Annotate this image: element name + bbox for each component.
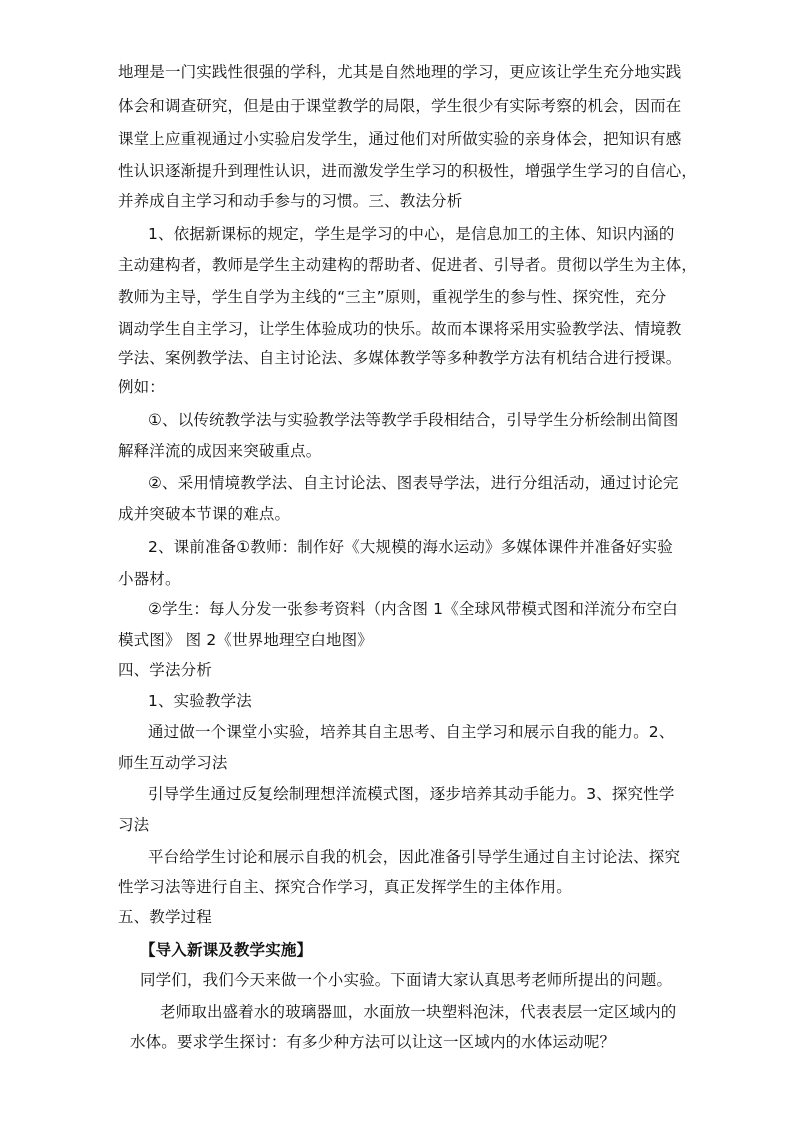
paragraph-line: 调动学生自主学习，让学生体验成功的快乐。故而本课将采用实验教学法、情境教 [118,320,682,338]
paragraph-line: ②学生：每人分发一张参考资料（内含图 1《全球风带模式图和洋流分布空白 [148,600,678,618]
paragraph-line: 平台给学生讨论和展示自我的机会，因此准备引导学生通过自主讨论法、探究 [148,848,681,866]
paragraph-line: 1、实验教学法 [148,692,252,710]
paragraph-line: 性学习法等进行自主、探究合作学习，真正发挥学生的主体作用。 [118,878,572,896]
paragraph-line: 教师为主导，学生自学为主线的“三主”原则，重视学生的参与性、探究性，充分 [118,288,667,306]
subsection-heading: 【导入新课及教学实施】 [140,941,313,959]
paragraph-line: 模式图》 图 2《世界地理空白地图》 [118,631,373,649]
paragraph-line: 性认识逐渐提升到理性认识，进而激发学生学习的积极性，增强学生学习的自信心， [118,162,698,180]
paragraph-line: 主动建构者，教师是学生主动建构的帮助者、促进者、引导者。贯彻以学生为主体， [118,256,698,274]
paragraph-line: 并养成自主学习和动手参与的习惯。三、教法分析 [118,192,463,210]
paragraph-line: 成并突破本节课的难点。 [118,505,291,523]
paragraph-line: 同学们，我们今天来做一个小实验。下面请大家认真思考老师所提出的问题。 [140,971,673,989]
paragraph-line: 水体。要求学生探讨：有多少种方法可以让这一区域内的水体运动呢？ [130,1033,616,1051]
paragraph-line: 体会和调查研究，但是由于课堂教学的局限，学生很少有实际考察的机会，因而在 [118,97,682,115]
paragraph-line: 学法、案例教学法、自主讨论法、多媒体教学等多种教学方法有机结合进行授课。 [118,349,682,367]
paragraph-line: 1、依据新课标的规定，学生是学习的中心，是信息加工的主体、知识内涵的 [148,225,675,243]
paragraph-line: 师生互动学习法 [118,754,228,772]
paragraph-line: 解释洋流的成因来突破重点。 [118,442,322,460]
paragraph-line: 地理是一门实践性很强的学科，尤其是自然地理的学习，更应该让学生充分地实践 [118,63,682,81]
paragraph-line: ①、以传统教学法与实验教学法等教学手段相结合，引导学生分析绘制出简图 [148,411,679,429]
paragraph-line: 老师取出盛着水的玻璃器皿，水面放一块塑料泡沫，代表表层一定区域内的 [160,1003,677,1021]
paragraph-line: 课堂上应重视通过小实验启发学生，通过他们对所做实验的亲身体会，把知识有感 [118,130,682,148]
paragraph-line: 例如： [118,378,165,396]
section-heading: 五、教学过程 [118,908,212,926]
paragraph-line: 2、课前准备①教师：制作好《大规模的海水运动》多媒体课件并准备好实验 [148,538,673,556]
paragraph-line: 小器材。 [118,570,181,588]
paragraph-line: 引导学生通过反复绘制理想洋流模式图，逐步培养其动手能力。3、探究性学 [148,785,675,803]
paragraph-line: ②、采用情境教学法、自主讨论法、图表导学法，进行分组活动，通过讨论完 [148,474,679,492]
paragraph-line: 习法 [118,816,150,834]
paragraph-line: 通过做一个课堂小实验，培养其自主思考、自主学习和展示自我的能力。2、 [148,723,675,741]
section-heading: 四、学法分析 [118,661,212,679]
